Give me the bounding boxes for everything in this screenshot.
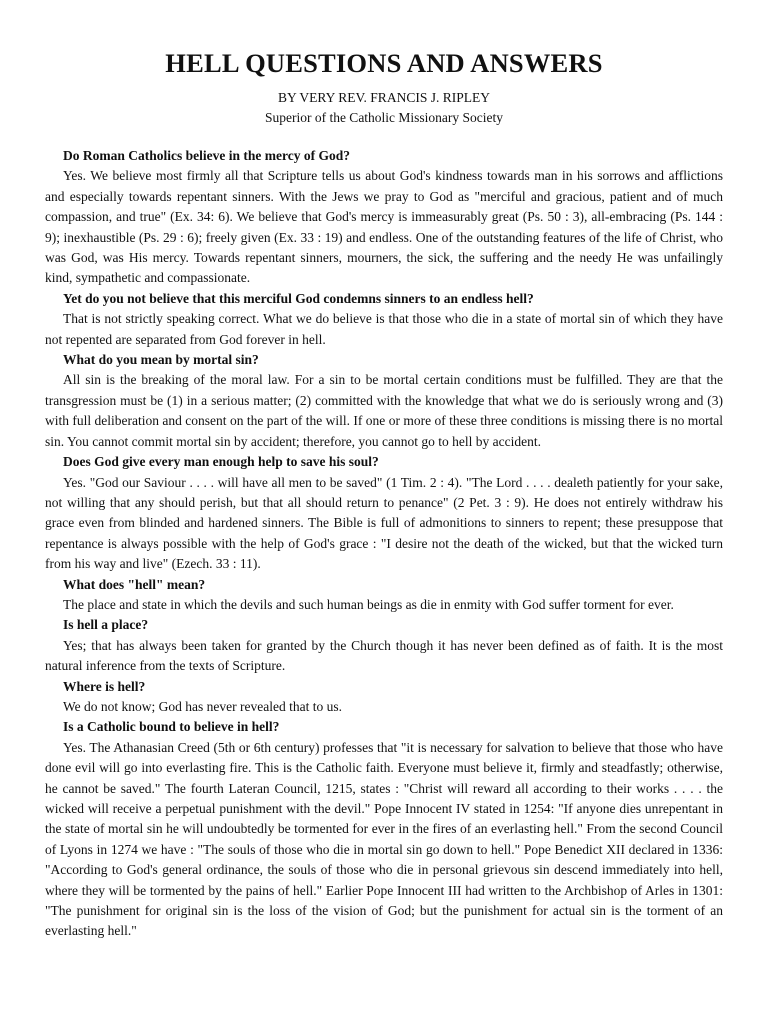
qa-section (45, 146, 723, 942)
answer: Yes. We believe most firmly all that Scripture tells us about God's kindness towards man in his sorrows and afflictions and especially towards repentant sinners. With the Jews we pray to God as "merciful and gracious, patient and of much compassion, and true" (Ex. 34: 6). We believe that God's mercy is immeasurably great (Ps. 50 : 3), all-embracing (Ps. 144 : 9); inexhaustible (Ps. 29 : 6); freely given (Ex. 33 : 19) and endless. One of the outstanding features of the life of Christ, who was God, was His mercy. Towards repentant sinners, mourners, the sick, the suffering and the needy He was unfailingly kind, sympathetic and compassionate. (45, 168, 723, 286)
answer: We do not know; God has never revealed that to us. (63, 698, 342, 714)
question: Where is hell? (63, 678, 146, 694)
answer: Yes. "God our Saviour . . . . will have all men to be saved" (1 Tim. 2 : 4). "The Lord . . . . dealeth patiently for your sake, not willing that any should perish, but that all should return to penance" (2 Pet. 3 : 9). He does not entirely withdraw his grace even from blinded and hardened sinners. The Bible is full of admonitions to sinners to repent; these presuppose that repentance is always possible with the help of God's grace : "I desire not the death of the wicked, but that the wicked turn from his way and live" (Ezech. 33 : 11). (45, 474, 723, 572)
answer: Yes. The Athanasian Creed (5th or 6th century) professes that "it is necessary for salvation to believe that those who have done evil will go into everlasting fire. This is the Catholic faith. Everyone must believe it, firmly and steadfastly; otherwise, he cannot be saved." The fourth Lateran Council, 1215, states : "Christ will reward all according to their works . . . . the wicked will receive a perpetual punishment with the devil." Pope Innocent IV stated in 1254: "If anyone dies unrepentant in the state of mortal sin he will undoubtedly be tormented for ever in the fires of an everlasting hell." From the second Council of Lyons in 1274 we have : "The souls of those who die in mortal sin go down to hell." Pope Benedict XII declared in 1336: "According to God's general ordinance, the souls of those who die in personal grievous sin descend immediately into hell, where they will be tormented by the pains of hell." Earlier Pope Innocent III had written to the Archbishop of Arles in 1301: "The punishment for original sin is the loss of the vision of God; but the punishment for actual sin is the torment of an everlasting hell." (45, 739, 723, 939)
author-byline: BY VERY REV. FRANCIS J. RIPLEY (278, 90, 490, 105)
document-title: HELL QUESTIONS AND ANSWERS (165, 48, 603, 78)
question: What do you mean by mortal sin? (63, 352, 259, 368)
question: Yet do you not believe that this merciful God condemns sinners to an endless hell? (63, 290, 534, 306)
answer: The place and state in which the devils and such human beings as die in enmity with God suffer torment for ever. (63, 596, 674, 612)
answer: Yes; that has always been taken for granted by the Church though it has never been defined as of faith. It is the most natural inference from the texts of Scripture. (45, 637, 723, 674)
answer: All sin is the breaking of the moral law. For a sin to be mortal certain conditions must be fulfilled. They are that the transgression must be (1) in a serious matter; (2) committed with the knowledge that what we do is seriously wrong and (3) with full deliberation and consent on the part of the will. If one or more of these three conditions is missing there is no mortal sin. You cannot commit mortal sin by accident; therefore, you cannot go to hell by accident. (45, 372, 723, 449)
question: Do Roman Catholics believe in the mercy of God? (63, 148, 350, 163)
question: Is hell a place? (63, 617, 149, 633)
question: Is a Catholic bound to believe in hell? (63, 719, 280, 735)
answer: That is not strictly speaking correct. What we do believe is that those who die in a state of mortal sin of which they have not repented are separated from God forever in hell. (45, 311, 723, 347)
question: What does "hell" mean? (63, 576, 206, 592)
author-affiliation: Superior of the Catholic Missionary Society (264, 110, 504, 125)
question: Does God give every man enough help to save his soul? (63, 454, 379, 470)
